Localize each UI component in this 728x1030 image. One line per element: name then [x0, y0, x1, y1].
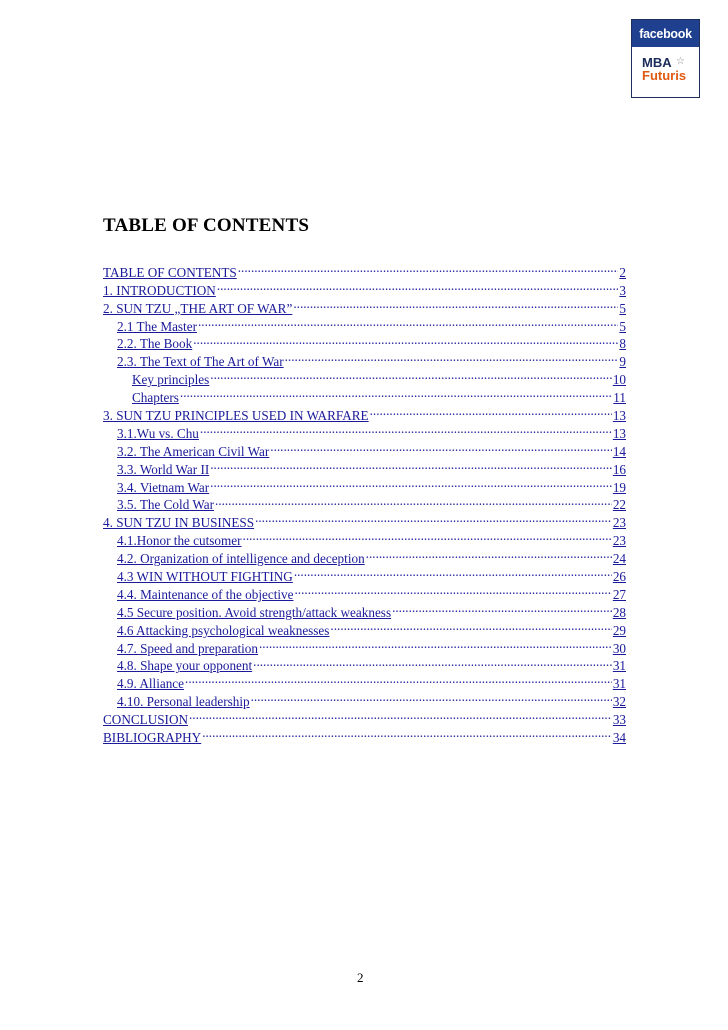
toc-entry-page: 33	[612, 712, 626, 728]
toc-entry-title: 3.4. Vietnam War	[117, 479, 210, 495]
toc-dot-leader	[180, 384, 612, 402]
toc-entry-title: 3.2. The American Civil War	[117, 443, 270, 459]
toc-entry-title: 3.5. The Cold War	[117, 497, 214, 513]
logo-body	[632, 47, 699, 97]
toc-entry-title: 4.1.Honor the cutsomer	[117, 533, 242, 549]
toc-entry-title: Chapters	[132, 390, 179, 406]
toc-dot-leader	[255, 509, 612, 527]
toc-entry-title: 3.1.Wu vs. Chu	[117, 425, 199, 441]
toc-entry-page: 34	[612, 730, 626, 746]
toc-entry-page: 31	[612, 676, 626, 692]
toc-entry-title: CONCLUSION	[103, 712, 188, 728]
toc-entry-page: 8	[619, 336, 626, 352]
toc-entry-title: 4.5 Secure position. Avoid strength/attack weakness	[117, 604, 392, 620]
toc-entry-title: 4.7. Speed and preparation	[117, 640, 258, 656]
toc-dot-leader	[189, 706, 612, 724]
toc-entry-title: Key principles	[132, 372, 210, 388]
table-of-contents	[103, 259, 626, 746]
toc-entry-title: 4. SUN TZU IN BUSINESS	[103, 515, 255, 531]
toc-entry-page: 26	[612, 569, 626, 585]
toc-dot-leader	[253, 653, 612, 671]
toc-entry-title: 4.8. Shape your opponent	[117, 658, 253, 674]
toc-entry-title: 2.1 The Master	[117, 318, 197, 334]
page-number: 2	[357, 970, 364, 985]
toc-dot-leader	[210, 474, 612, 492]
toc-entry[interactable]	[103, 384, 626, 406]
toc-entry-page: 29	[612, 622, 626, 638]
toc-dot-leader	[330, 617, 611, 635]
logo-banner	[632, 20, 699, 47]
toc-entry-page: 14	[612, 443, 626, 459]
toc-entry-page: 23	[612, 533, 626, 549]
toc-dot-leader	[294, 563, 612, 581]
toc-entry-page: 28	[612, 604, 626, 620]
toc-entry-page: 30	[612, 640, 626, 656]
toc-entry-page: 13	[612, 425, 626, 441]
toc-entry-title: 1. INTRODUCTION	[103, 282, 216, 298]
toc-entry-title: 4.6 Attacking psychological weaknesses	[117, 622, 330, 638]
toc-dot-leader	[285, 348, 619, 366]
toc-entry-page: 31	[612, 658, 626, 674]
toc-dot-leader	[210, 366, 612, 384]
toc-entry-title: 3.3. World War II	[117, 461, 210, 477]
star-icon: ☆	[676, 56, 685, 67]
toc-entry-title: 3. SUN TZU PRINCIPLES USED IN WARFARE	[103, 408, 369, 424]
toc-entry-page: 27	[612, 586, 626, 602]
toc-dot-leader	[202, 724, 612, 742]
toc-entry-page: 9	[619, 354, 626, 370]
toc-entry-page: 11	[613, 390, 626, 406]
toc-entry-title: 2.2. The Book	[117, 336, 193, 352]
toc-dot-leader	[295, 581, 612, 599]
toc-dot-leader	[293, 295, 618, 313]
toc-dot-leader	[193, 331, 618, 349]
logo-futuris-text: Futuris	[642, 68, 687, 83]
toc-dot-leader	[200, 420, 612, 438]
toc-entry-title: 4.9. Alliance	[117, 676, 185, 692]
toc-dot-leader	[215, 492, 612, 510]
toc-dot-leader	[185, 670, 612, 688]
toc-entry-title: 4.2. Organization of intelligence and deception	[117, 551, 365, 567]
toc-entry-page: 3	[619, 282, 626, 298]
toc-dot-leader	[392, 599, 612, 617]
toc-entry-page: 10	[612, 372, 626, 388]
toc-entry-title: 2.3. The Text of The Art of War	[117, 354, 284, 370]
toc-entry-title: 4.4. Maintenance of the objective	[117, 586, 294, 602]
toc-entry-page: 19	[612, 479, 626, 495]
logo-facebook-text: facebook	[639, 26, 692, 41]
toc-dot-leader	[217, 277, 619, 295]
toc-entry[interactable]	[103, 259, 626, 280]
toc-entry-title: 2. SUN TZU „THE ART OF WAR”	[103, 300, 293, 316]
toc-entry-page: 23	[612, 515, 626, 531]
logo-mba-text: MBA	[642, 55, 672, 70]
toc-dot-leader	[366, 545, 612, 563]
toc-dot-leader	[259, 635, 612, 653]
toc-dot-leader	[251, 688, 612, 706]
toc-entry-page: 16	[612, 461, 626, 477]
toc-dot-leader	[238, 259, 619, 277]
toc-entry-title: TABLE OF CONTENTS	[103, 264, 237, 280]
toc-dot-leader	[270, 438, 612, 456]
toc-entry-page: 22	[612, 497, 626, 513]
toc-entry-page: 32	[612, 694, 626, 710]
page-title: TABLE OF CONTENTS	[103, 215, 310, 236]
toc-dot-leader	[198, 313, 618, 331]
toc-entry-page: 5	[619, 318, 626, 334]
toc-entry-page: 24	[612, 551, 626, 567]
toc-dot-leader	[370, 402, 612, 420]
toc-entry-title: 4.10. Personal leadership	[117, 694, 250, 710]
mba-futuris-facebook-logo	[631, 19, 700, 98]
toc-dot-leader	[243, 527, 612, 545]
toc-entry-page: 13	[612, 408, 626, 424]
toc-entry-page: 2	[619, 264, 626, 280]
toc-dot-leader	[210, 456, 612, 474]
toc-entry[interactable]	[103, 402, 626, 424]
toc-entry-title: BIBLIOGRAPHY	[103, 730, 202, 746]
toc-entry-page: 5	[619, 300, 626, 316]
toc-entry-title: 4.3 WIN WITHOUT FIGHTING	[117, 569, 293, 585]
